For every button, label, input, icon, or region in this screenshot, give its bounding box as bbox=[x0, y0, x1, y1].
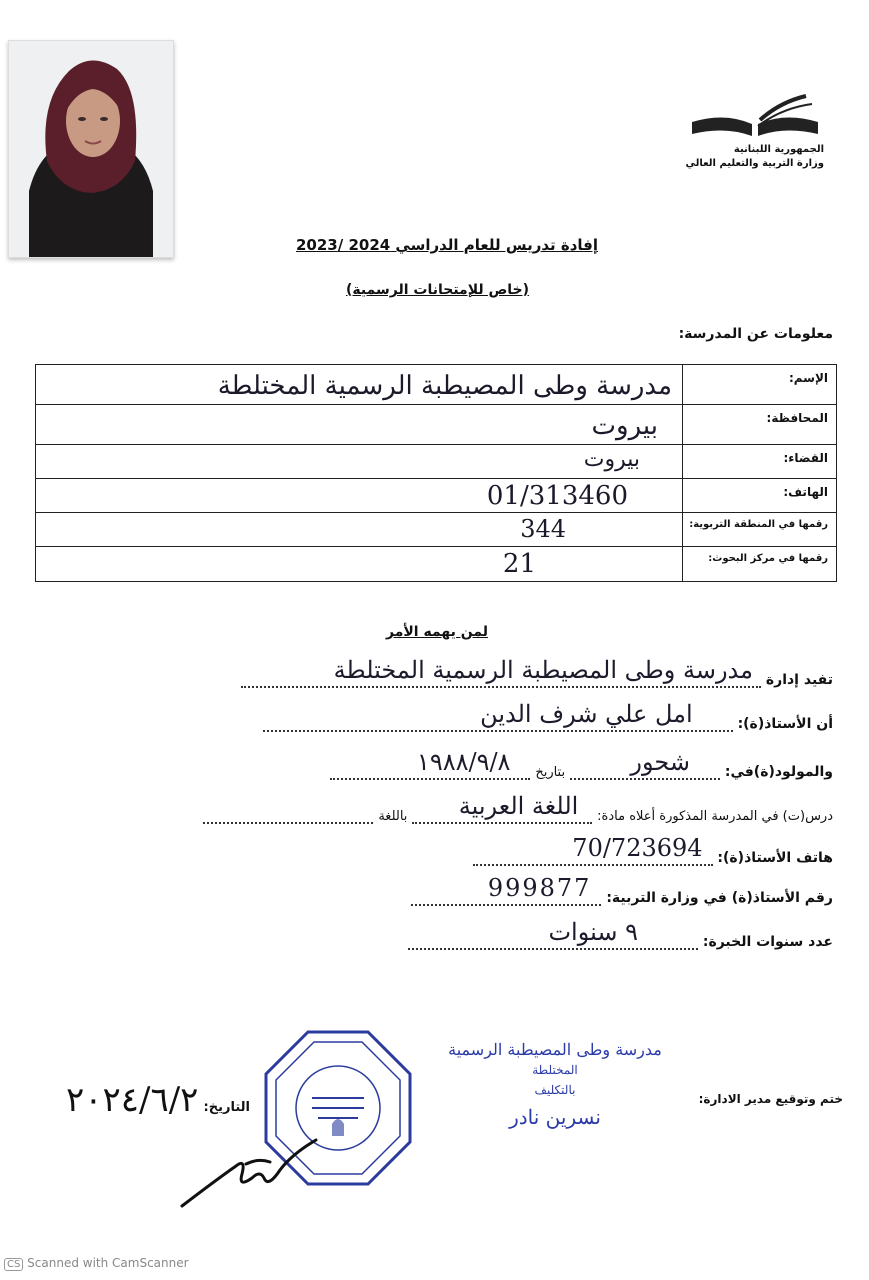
table-row-district bbox=[36, 445, 836, 479]
date-label: التاريخ: bbox=[203, 1100, 250, 1115]
birth-date-label: بتاريخ bbox=[535, 765, 566, 780]
document-subtitle: (خاص للإمتحانات الرسمية) bbox=[346, 282, 530, 298]
birth-line bbox=[330, 748, 833, 780]
row-value: مدرسة وطى المصيطبة الرسمية المختلطة bbox=[217, 371, 672, 401]
subject-field bbox=[412, 792, 592, 824]
administration-line bbox=[241, 656, 833, 688]
table-row-name bbox=[36, 365, 836, 405]
administration-label: تفيد إدارة bbox=[765, 672, 833, 688]
camscanner-footer bbox=[4, 1256, 189, 1271]
born-in-label: والمولود(ة)في: bbox=[724, 764, 833, 780]
camscanner-logo-icon: CS bbox=[4, 1258, 23, 1271]
book-logo-icon bbox=[680, 92, 830, 144]
school-info-label: معلومات عن المدرسة: bbox=[678, 326, 833, 342]
row-value: 21 bbox=[502, 549, 536, 579]
teacher-value: امل علي شرف الدين bbox=[480, 700, 693, 728]
row-label: الهاتف: bbox=[682, 479, 836, 512]
school-info-table bbox=[35, 364, 837, 582]
row-label: المحافظة: bbox=[682, 405, 836, 444]
ministry-number-line bbox=[411, 874, 833, 906]
ministry-number-field bbox=[411, 874, 601, 906]
phone-field bbox=[473, 834, 713, 866]
row-value: بيروت bbox=[583, 447, 640, 472]
camscanner-text: Scanned with CamScanner bbox=[27, 1256, 189, 1270]
document-title: إفادة تدريس للعام الدراسي 2024 /2023 bbox=[296, 236, 598, 254]
ministry-logo bbox=[680, 92, 830, 182]
logo-ministry-text: وزارة التربية والتعليم العالي bbox=[685, 158, 824, 169]
phone-label: هاتف الأستاذ(ة): bbox=[717, 850, 833, 866]
stamp-name: نسرين نادر bbox=[509, 1105, 601, 1129]
administration-value: مدرسة وطى المصيطبة الرسمية المختلطة bbox=[333, 656, 753, 684]
taught-label: درس(ت) في المدرسة المذكورة أعلاه مادة: bbox=[597, 809, 833, 824]
row-label: رقمها في المنطقة التربوية: bbox=[682, 513, 836, 546]
phone-value: 70/723694 bbox=[572, 834, 703, 862]
language-field bbox=[203, 800, 373, 824]
row-label: رقمها في مركز البحوث: bbox=[682, 547, 836, 581]
to-whom-heading: لمن يهمه الأمر bbox=[386, 624, 488, 640]
experience-value: ٩ سنوات bbox=[548, 918, 638, 946]
stamp-sign-label: ختم وتوقيع مدير الادارة: bbox=[698, 1092, 843, 1106]
ministry-number-label: رقم الأستاذ(ة) في وزارة التربية: bbox=[606, 890, 833, 906]
birth-date-field bbox=[330, 748, 530, 780]
row-value: 344 bbox=[520, 515, 566, 543]
subject-value: اللغة العربية bbox=[458, 792, 579, 820]
stamp-school-line1: مدرسة وطى المصيطبة الرسمية bbox=[448, 1040, 662, 1059]
language-label: باللغة bbox=[378, 809, 408, 824]
born-in-field bbox=[570, 748, 720, 780]
experience-line bbox=[408, 918, 833, 950]
date-value: ٢٠٢٤/٦/٢ bbox=[65, 1080, 199, 1120]
phone-line bbox=[473, 834, 833, 866]
subject-line bbox=[203, 792, 833, 824]
table-row-phone bbox=[36, 479, 836, 513]
applicant-photo bbox=[8, 40, 174, 258]
director-stamp-text bbox=[430, 1040, 680, 1129]
teacher-line bbox=[263, 700, 833, 732]
date-block bbox=[20, 1080, 250, 1120]
row-value: بيروت bbox=[591, 411, 658, 441]
teacher-label: أن الأستاذ(ة): bbox=[737, 716, 833, 732]
ministry-number-value: 999877 bbox=[487, 874, 592, 902]
row-value: 01/313460 bbox=[486, 481, 628, 511]
row-label: الإسم: bbox=[682, 365, 836, 404]
teacher-field bbox=[263, 700, 733, 732]
row-label: القضاء: bbox=[682, 445, 836, 478]
born-in-value: شحور bbox=[630, 748, 690, 776]
table-row-research-center bbox=[36, 547, 836, 581]
experience-label: عدد سنوات الخبرة: bbox=[702, 934, 833, 950]
stamp-school-line2: المختلطة bbox=[532, 1063, 578, 1077]
logo-republic-text: الجمهورية اللبنانية bbox=[733, 144, 824, 155]
table-row-governorate bbox=[36, 405, 836, 445]
stamp-assigned: بالتكليف bbox=[534, 1083, 576, 1097]
birth-date-value: ١٩٨٨/٩/٨ bbox=[416, 748, 511, 776]
experience-field bbox=[408, 918, 698, 950]
table-row-educational-zone bbox=[36, 513, 836, 547]
administration-field bbox=[241, 656, 761, 688]
